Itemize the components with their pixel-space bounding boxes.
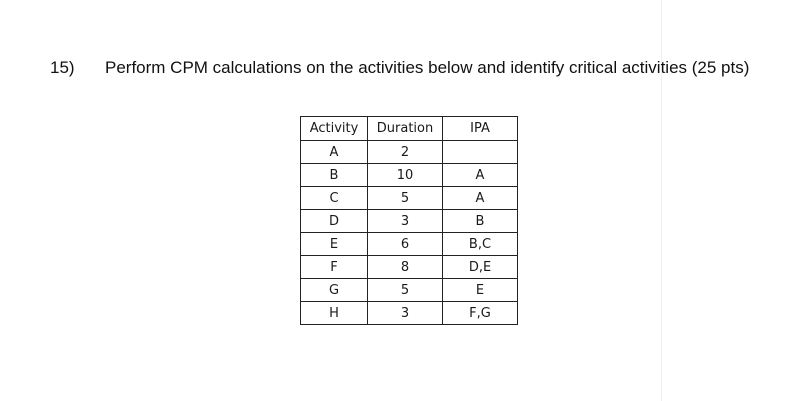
cell-activity: A [301, 141, 368, 164]
cell-activity: H [301, 302, 368, 325]
cell-ipa: F,G [443, 302, 518, 325]
question-number: 15) [50, 58, 75, 77]
table-row [301, 210, 518, 233]
cell-activity: D [301, 210, 368, 233]
cell-activity: G [301, 279, 368, 302]
cell-activity: C [301, 187, 368, 210]
cell-duration: 5 [368, 279, 443, 302]
activity-table [300, 116, 518, 325]
cell-duration: 5 [368, 187, 443, 210]
table-row [301, 256, 518, 279]
header-duration: Duration [368, 117, 443, 141]
cell-ipa: E [443, 279, 518, 302]
header-ipa: IPA [443, 117, 518, 141]
cell-duration: 3 [368, 210, 443, 233]
table-row [301, 233, 518, 256]
cell-duration: 6 [368, 233, 443, 256]
cell-ipa: B,C [443, 233, 518, 256]
table-row [301, 302, 518, 325]
header-activity: Activity [301, 117, 368, 141]
cell-duration: 10 [368, 164, 443, 187]
cell-ipa: A [443, 164, 518, 187]
table-row [301, 279, 518, 302]
cell-activity: F [301, 256, 368, 279]
cell-ipa: A [443, 187, 518, 210]
table-row [301, 187, 518, 210]
cell-ipa [443, 141, 518, 164]
cell-ipa: D,E [443, 256, 518, 279]
cell-ipa: B [443, 210, 518, 233]
table-row [301, 164, 518, 187]
cell-duration: 3 [368, 302, 443, 325]
cell-duration: 2 [368, 141, 443, 164]
cell-duration: 8 [368, 256, 443, 279]
table-header-row [301, 117, 518, 141]
table-row [301, 141, 518, 164]
question-text: Perform CPM calculations on the activities below and identify critical activities (25 pts) [105, 58, 750, 77]
cell-activity: B [301, 164, 368, 187]
cell-activity: E [301, 233, 368, 256]
